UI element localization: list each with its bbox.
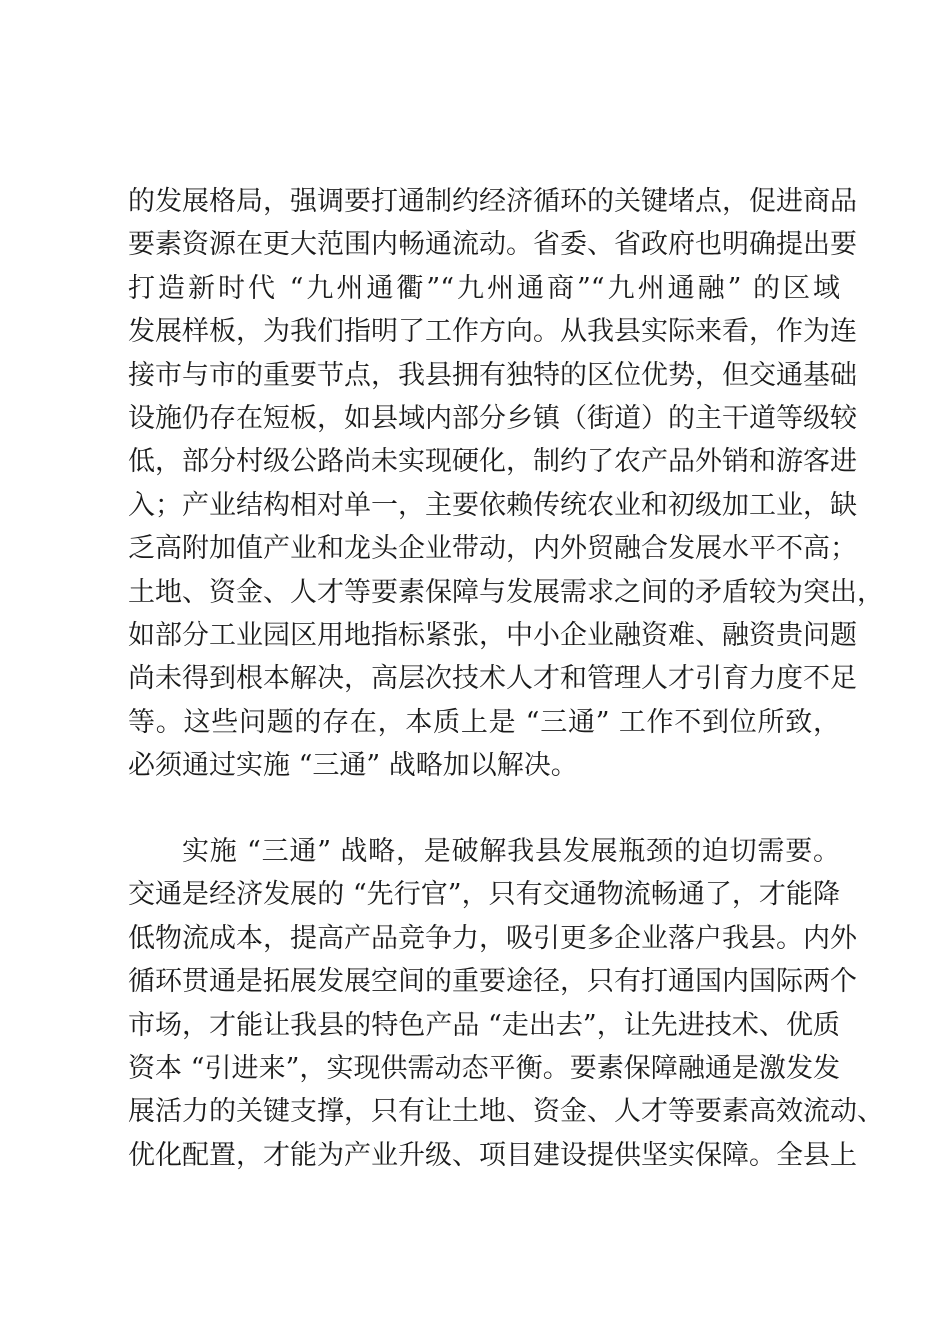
paragraph-line: 实施 “三通” 战略，是破解我县发展瓶颈的迫切需要。 bbox=[182, 836, 840, 867]
paragraph-line: 低，部分村级公路尚未实现硬化，制约了农产品外销和游客进 bbox=[128, 446, 857, 478]
paragraph-line: 优化配置，才能为产业升级、项目建设提供坚实保障。全县上 bbox=[128, 1139, 857, 1171]
paragraph-line: 尚未得到根本解决，高层次技术人才和管理人才引育力度不足 bbox=[128, 663, 857, 695]
paragraph-1 bbox=[128, 180, 884, 787]
paragraph-line: 的发展格局，强调要打通制约经济循环的关键堵点，促进商品 bbox=[128, 186, 857, 217]
paragraph-line: 市场，才能让我县的特色产品 “走出去”，让先进技术、优质 bbox=[128, 1009, 840, 1041]
paragraph-line: 等。这些问题的存在，本质上是 “三通” 工作不到位所致， bbox=[128, 706, 840, 738]
paragraph-line: 资本 “引进来”，实现供需动态平衡。要素保障融通是激发发 bbox=[128, 1052, 840, 1084]
paragraph-line: 接市与市的重要节点，我县拥有独特的区位优势，但交通基础 bbox=[128, 359, 857, 391]
paragraph-line: 土地、资金、人才等要素保障与发展需求之间的矛盾较为突出， bbox=[128, 576, 884, 608]
paragraph-line: 要素资源在更大范围内畅通流动。省委、省政府也明确提出要 bbox=[128, 229, 857, 261]
paragraph-line: 必须通过实施 “三通” 战略加以解决。 bbox=[128, 750, 578, 782]
paragraph-line: 展活力的关键支撑，只有让土地、资金、人才等要素高效流动、 bbox=[128, 1096, 884, 1128]
paragraph-line: 打造新时代 “九州通衢”“九州通商”“九州通融” 的区域 bbox=[128, 272, 840, 304]
paragraph-2 bbox=[128, 830, 884, 1177]
paragraph-line: 乏高附加值产业和龙头企业带动，内外贸融合发展水平不高； bbox=[128, 533, 857, 565]
paragraph-line: 设施仍存在短板，如县域内部分乡镇（街道）的主干道等级较 bbox=[128, 402, 857, 434]
paragraph-line: 发展样板，为我们指明了工作方向。从我县实际来看，作为连 bbox=[128, 316, 857, 348]
paragraph-line: 交通是经济发展的 “先行官”，只有交通物流畅通了，才能降 bbox=[128, 879, 840, 911]
paragraph-line: 低物流成本，提高产品竞争力，吸引更多企业落户我县。内外 bbox=[128, 922, 857, 954]
paragraph-line: 如部分工业园区用地指标紧张，中小企业融资难、融资贵问题 bbox=[128, 619, 857, 651]
paragraph-line: 循环贯通是拓展发展空间的重要途径，只有打通国内国际两个 bbox=[128, 966, 857, 998]
paragraph-line: 入；产业结构相对单一，主要依赖传统农业和初级加工业，缺 bbox=[128, 489, 857, 521]
